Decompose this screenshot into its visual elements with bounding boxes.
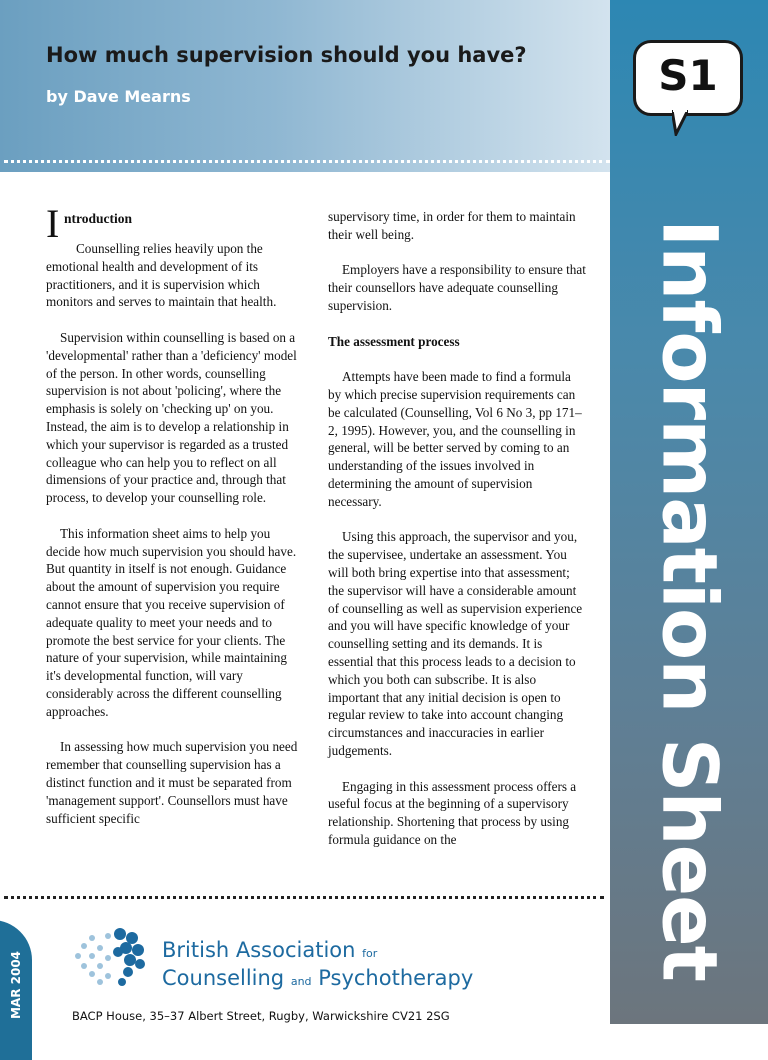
column-right [328,208,586,866]
intro-heading [46,201,304,246]
org-name-line1: British Association for [162,938,378,962]
paragraph: Employers have a responsibility to ensure that their counsellors have adequate counselling supervision. [328,262,586,313]
author-byline: by Dave Mearns [46,87,191,106]
column-left [46,201,304,845]
paragraph: This information sheet aims to help you decide how much supervision you should have. But quantity in itself is not enough. Guidance about the amount of supervision you require cannot ensure that you receive supervision of adequate quality to meet your needs and to promote the best service for your clients. The nature of your supervision, while maintaining it's developmental function, will vary considerably across the different counselling approaches. [46,525,297,719]
org-address: BACP House, 35–37 Albert Street, Rugby, Warwickshire CV21 2SG [72,1009,450,1023]
paragraph: In assessing how much supervision you need remember that counselling supervision has a distinct function and it must be separated from 'management support'. Counsellors must have sufficient specific [46,739,298,826]
org-name-line2: Counselling and Psychotherapy [162,966,474,990]
paragraph: supervisory time, in order for them to maintain their well being. [328,209,576,242]
header-divider [4,160,610,163]
header-band [0,0,610,172]
speech-tail-icon [672,110,688,136]
issue-date: MAR 2004 [9,950,23,1020]
page-title: How much supervision should you have? [46,43,527,67]
sidebar-title: Information Sheet [645,218,735,982]
section-heading: The assessment process [328,333,460,349]
drop-cap: I [46,201,60,246]
paragraph: Engaging in this assessment process offers a useful focus at the beginning of a supervisory relationship. Shortening that process by using formula guidance on the [328,778,577,847]
footer-divider [4,896,604,899]
bacp-logo-icon [70,922,150,992]
paragraph: Attempts have been made to find a formula by which precise supervision requirements can be calculated (Counselling, Vol 6 No 3, pp 171–2, 1995). However, you, and the counselling in general, will be better served by coming to an understanding of the issues involved in determining the amount of supervision necessary. [328,369,582,509]
paragraph: Counselling relies heavily upon the emotional health and development of its practitioners, and it is supervision which monitors and serves to maintain that health. [46,241,277,310]
paragraph: Using this approach, the supervisor and you, the supervisee, undertake an assessment. You will both bring expertise into that assessment; the supervisor will have a considerable amount of counselling as well as supervision experience and you will have specific knowledge of your counselling setting and its demands. It is essential that this process leads to a decision to which you both can subscribe. It is also important that any initial decision is open to regular review to take into account changing circumstances and inaccuracies in earlier judgements. [328,529,583,758]
sheet-code: S1 [658,51,718,100]
intro-heading-text: ntroduction [64,211,133,226]
paragraph: Supervision within counselling is based on a 'developmental' rather than a 'deficiency' model of the person. In other words, counselling supervision is not about 'policing', where the emphasis is solely on 'checking up' on you. Instead, the aim is to develop a relationship in which your supervisor is regarded as a trusted colleague who can help you to reflect on all dimensions of your practice and, through that process, to develop your counselling role. [46,329,297,506]
